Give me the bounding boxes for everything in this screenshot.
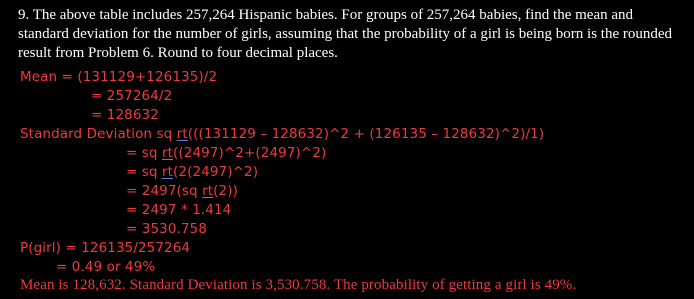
- sd-line-3-expression: (2(2497)^2): [173, 164, 259, 180]
- sd-line-3-prefix: = sq: [126, 164, 162, 180]
- sd-line-4-rt: rt: [202, 183, 214, 199]
- p-girl-line-1: P(girl) = 126135/257264: [20, 240, 191, 256]
- sd-line-1-prefix: Standard Deviation sq: [20, 126, 177, 142]
- sd-line-1-rt: rt: [176, 126, 188, 142]
- sd-line-4-expression: (2)): [213, 183, 238, 199]
- mean-line-2: = 257264/2: [91, 88, 173, 104]
- sd-line-3-rt: rt: [162, 164, 174, 180]
- mean-line-3: = 128632: [91, 107, 159, 123]
- sd-line-4-prefix: = 2497(sq: [126, 183, 203, 199]
- p-girl-line-2: = 0.49 or 49%: [56, 259, 156, 275]
- sd-line-5: = 2497 * 1.414: [126, 202, 232, 218]
- sd-line-4: [126, 182, 238, 201]
- summary-line: Mean is 128,632. Standard Deviation is 3,530.758. The probability of getting a girl is 49%.: [20, 277, 577, 293]
- sd-line-1: [20, 125, 544, 144]
- sd-line-6: = 3530.758: [126, 221, 208, 237]
- sd-line-1-expression: (((131129 – 128632)^2 + (126135 – 128632)^2)/1): [187, 126, 545, 142]
- sd-line-2-prefix: = sq: [126, 145, 162, 161]
- sd-line-3: [126, 163, 258, 182]
- sd-line-2-rt: rt: [162, 145, 174, 161]
- question-text: 9. The above table includes 257,264 Hispanic babies. For groups of 257,264 babies, find the mean and standard deviation for the number of girls, assuming that the probability of a girl is being born is the rounded result from Problem 6. Round to four decimal places.: [18, 7, 673, 61]
- mean-line-1: Mean = (131129+126135)/2: [20, 69, 218, 85]
- sd-line-2-expression: ((2497)^2+(2497)^2): [173, 145, 327, 161]
- sd-line-2: [126, 144, 326, 163]
